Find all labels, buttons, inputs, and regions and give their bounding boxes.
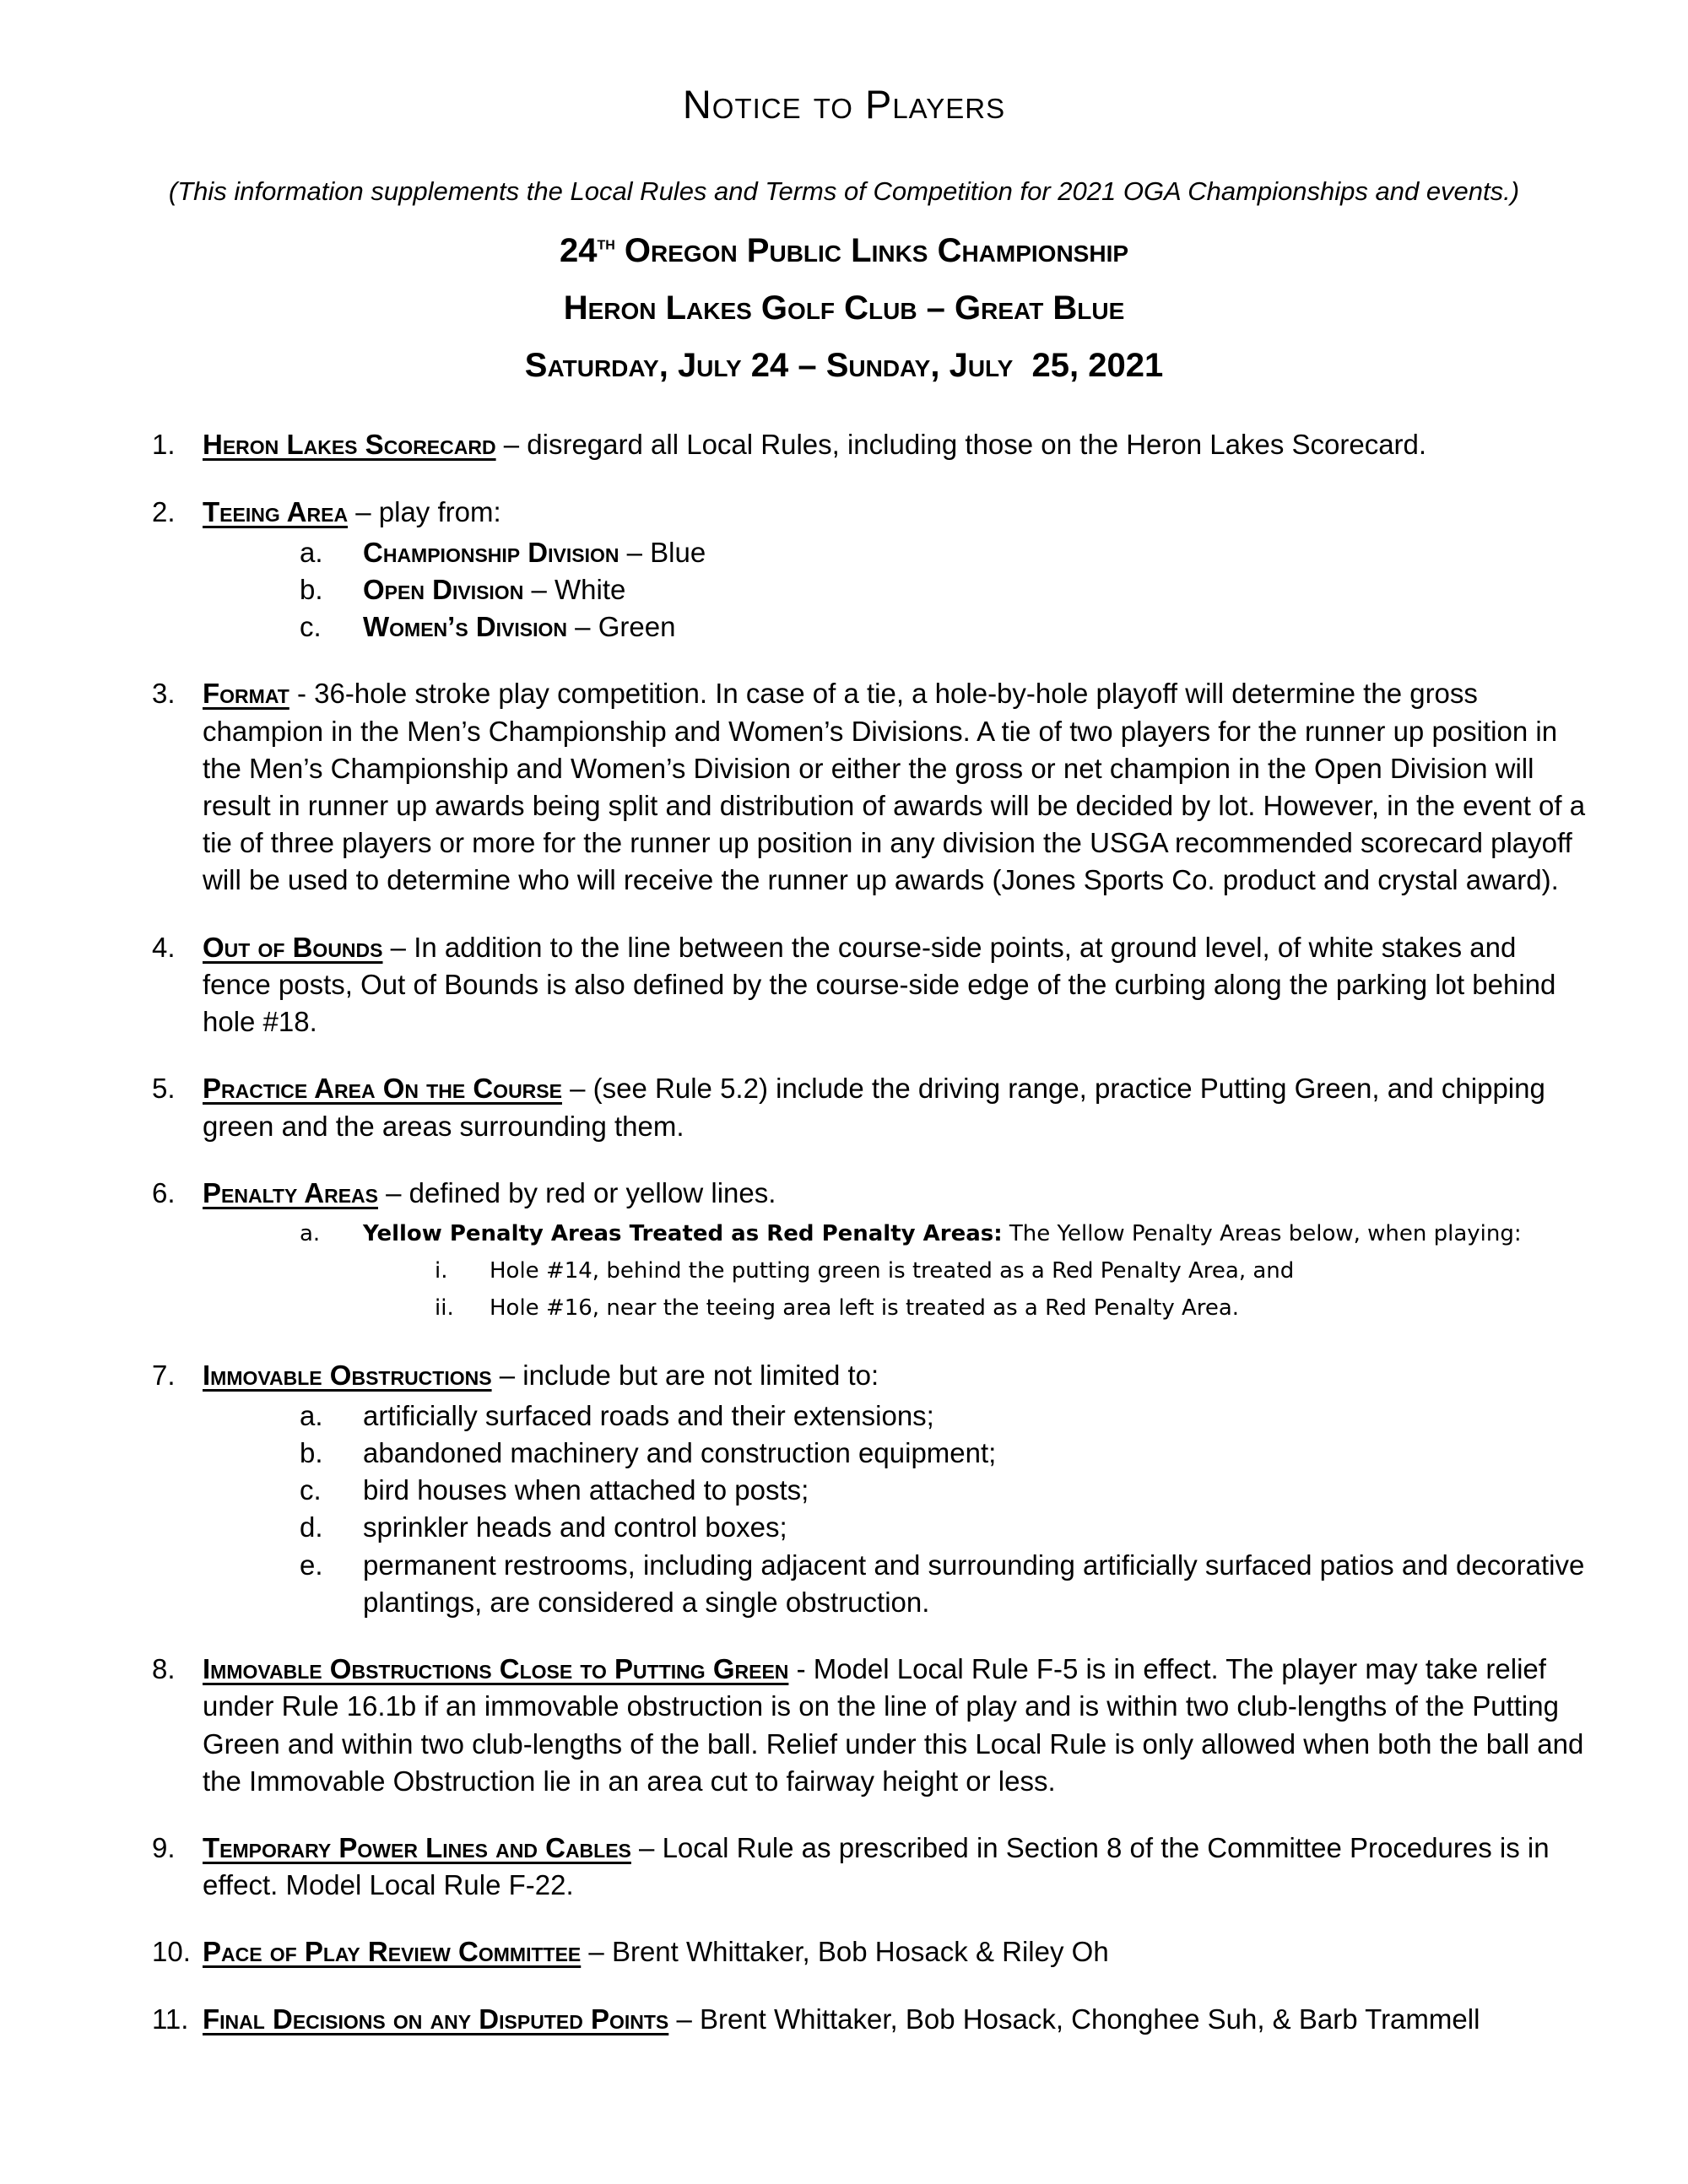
venue-line: Heron Lakes Golf Club – Great Blue <box>563 289 1125 327</box>
list-item-10 <box>152 1933 1587 1970</box>
sub-item-label: d. <box>300 1511 323 1543</box>
item-body: – include but are not limited to: <box>491 1359 879 1391</box>
notice-list <box>152 426 1587 2038</box>
event-title-line <box>0 229 1688 273</box>
roman-label: i. <box>435 1258 448 1284</box>
roman-item <box>363 1289 1587 1327</box>
item-number: 9. <box>152 1831 176 1863</box>
list-item-7 <box>152 1357 1587 1622</box>
item-heading: Final Decisions on any Disputed Points <box>203 2003 669 2035</box>
dates-line: Saturday, July 24 – Sunday, July 25, 2021 <box>524 347 1164 385</box>
item-heading: Format <box>203 678 289 710</box>
item-heading: Temporary Power Lines and Cables <box>203 1831 631 1863</box>
yellow-penalty-lead: Yellow Penalty Areas Treated as Red Penalty Areas: <box>363 1221 1003 1246</box>
list-item-9 <box>152 1830 1587 1904</box>
sub-item <box>203 1215 1587 1327</box>
event-name: Oregon Public Links Championship <box>614 232 1129 270</box>
item-body: - 36-hole stroke play competition. In case of a tie, a hole-by-hole playoff will determine the gross champion in the Men’s Championship and Women’s Divisions. A tie of two players for the runner up position in the Men’s Championship and Women’s Division or either the gross or net champion in the Open Division will result in runner up awards being split and distribution of awards will be decided by lot. However, in the event of a tie of three players or more for the runner up position in any division the USGA recommended scorecard playoff will be used to determine who will receive the runner up awards (Jones Sports Co. product and crystal award). <box>203 678 1586 896</box>
list-item-4 <box>152 929 1587 1041</box>
item-number: 8. <box>152 1653 176 1685</box>
sub-item-text: sprinkler heads and control boxes; <box>363 1511 787 1543</box>
item-heading: Penalty Areas <box>203 1176 378 1208</box>
sub-item-text: artificially surfaced roads and their extensions; <box>363 1399 934 1431</box>
document-header <box>0 80 1688 387</box>
sub-item-label: a. <box>300 536 323 568</box>
event-number: 24 <box>559 232 598 270</box>
list-item-3 <box>152 675 1587 899</box>
division-name: Championship Division <box>363 536 619 568</box>
list-item-1 <box>152 426 1587 463</box>
item-heading: Immovable Obstructions Close to Putting Green <box>203 1653 789 1685</box>
sub-item <box>203 608 1587 646</box>
list-item-11 <box>152 2001 1587 2038</box>
item-body: – Brent Whittaker, Bob Hosack & Riley Oh <box>581 1936 1109 1968</box>
item-body: – defined by red or yellow lines. <box>377 1176 776 1208</box>
sub-item <box>203 1435 1587 1472</box>
page-title: Notice to Players <box>682 82 1006 127</box>
list-item-2 <box>152 494 1587 646</box>
roman-text: Hole #14, behind the putting green is treated as a Red Penalty Area, and <box>490 1258 1295 1284</box>
sub-item-label: e. <box>300 1549 323 1581</box>
item-body: – Brent Whittaker, Bob Hosack, Chonghee Suh, & Barb Trammell <box>668 2003 1480 2035</box>
sub-item-label: c. <box>300 1474 322 1506</box>
supplement-note: (This information supplements the Local Rules and Terms of Competition for 2021 OGA Championships and events.) <box>168 176 1520 206</box>
sub-item <box>203 1509 1587 1546</box>
teeing-area-sublist <box>203 534 1587 646</box>
sub-item-label: a. <box>300 1399 323 1431</box>
list-item-5 <box>152 1070 1587 1144</box>
item-body: – disregard all Local Rules, including those on the Heron Lakes Scorecard. <box>495 429 1427 461</box>
sub-item <box>203 1397 1587 1435</box>
sub-item-text: bird houses when attached to posts; <box>363 1474 809 1506</box>
item-heading: Heron Lakes Scorecard <box>203 429 496 461</box>
item-body: - Model Local Rule F-5 is in effect. The player may take relief under Rule 16.1b if an immovable obstruction is on the line of play and is within two club-lengths of the Putting Green and within two club-lengths of the ball. Relief under this Local Rule is only allowed when both the ball and the Immovable Obstruction lie in an area cut to fairway height or less. <box>203 1653 1584 1797</box>
division-name: Open Division <box>363 573 524 605</box>
roman-text: Hole #16, near the teeing area left is treated as a Red Penalty Area. <box>490 1295 1240 1322</box>
list-item-8 <box>152 1651 1587 1800</box>
item-number: 1. <box>152 429 176 461</box>
penalty-holes-sublist <box>363 1252 1587 1327</box>
sub-item <box>203 1547 1587 1621</box>
item-number: 10. <box>152 1936 191 1968</box>
item-heading: Teeing Area <box>203 495 349 527</box>
item-heading: Out of Bounds <box>203 931 383 963</box>
item-number: 7. <box>152 1359 176 1391</box>
obstructions-sublist <box>203 1397 1587 1621</box>
division-color: – White <box>523 573 626 605</box>
sub-item-label: c. <box>300 611 322 643</box>
sub-item-text: abandoned machinery and construction equipment; <box>363 1437 997 1468</box>
roman-item <box>363 1252 1587 1289</box>
item-body: – (see Rule 5.2) include the driving range, practice Putting Green, and chipping green and the areas surrounding them. <box>203 1073 1545 1142</box>
item-heading: Practice Area On the Course <box>203 1073 562 1105</box>
item-heading: Pace of Play Review Committee <box>203 1936 582 1968</box>
item-body: – In addition to the line between the course-side points, at ground level, of white stakes and fence posts, Out of Bounds is also defined by the course-side edge of the curbing along the parking lot behind hole #18. <box>203 931 1556 1038</box>
yellow-penalty-text: The Yellow Penalty Areas below, when playing: <box>1002 1221 1522 1246</box>
division-color: – Green <box>567 611 676 643</box>
sub-item <box>203 571 1587 608</box>
penalty-areas-sublist <box>203 1215 1587 1327</box>
division-color: – Blue <box>619 536 706 568</box>
event-ordinal-suffix: th <box>597 231 615 254</box>
division-name: Women’s Division <box>363 611 568 643</box>
sub-item <box>203 1472 1587 1509</box>
item-number: 11. <box>152 2003 189 2035</box>
item-number: 6. <box>152 1176 176 1208</box>
item-body: – Local Rule as prescribed in Section 8 of the Committee Procedures is in effect. Model Local Rule F-22. <box>203 1831 1550 1901</box>
item-number: 2. <box>152 495 176 527</box>
sub-item-text: permanent restrooms, including adjacent and surrounding artificially surfaced patios and decorative plantings, are considered a single obstruction. <box>363 1549 1585 1618</box>
item-body: – play from: <box>348 495 501 527</box>
list-item-6 <box>152 1175 1587 1327</box>
item-heading: Immovable Obstructions <box>203 1359 492 1391</box>
sub-item <box>203 534 1587 571</box>
item-number: 5. <box>152 1073 176 1105</box>
item-number: 3. <box>152 678 176 710</box>
item-number: 4. <box>152 931 176 963</box>
sub-item-label: b. <box>300 573 323 605</box>
sub-item-label: a. <box>300 1221 321 1246</box>
roman-label: ii. <box>435 1295 454 1322</box>
sub-item-label: b. <box>300 1437 323 1468</box>
